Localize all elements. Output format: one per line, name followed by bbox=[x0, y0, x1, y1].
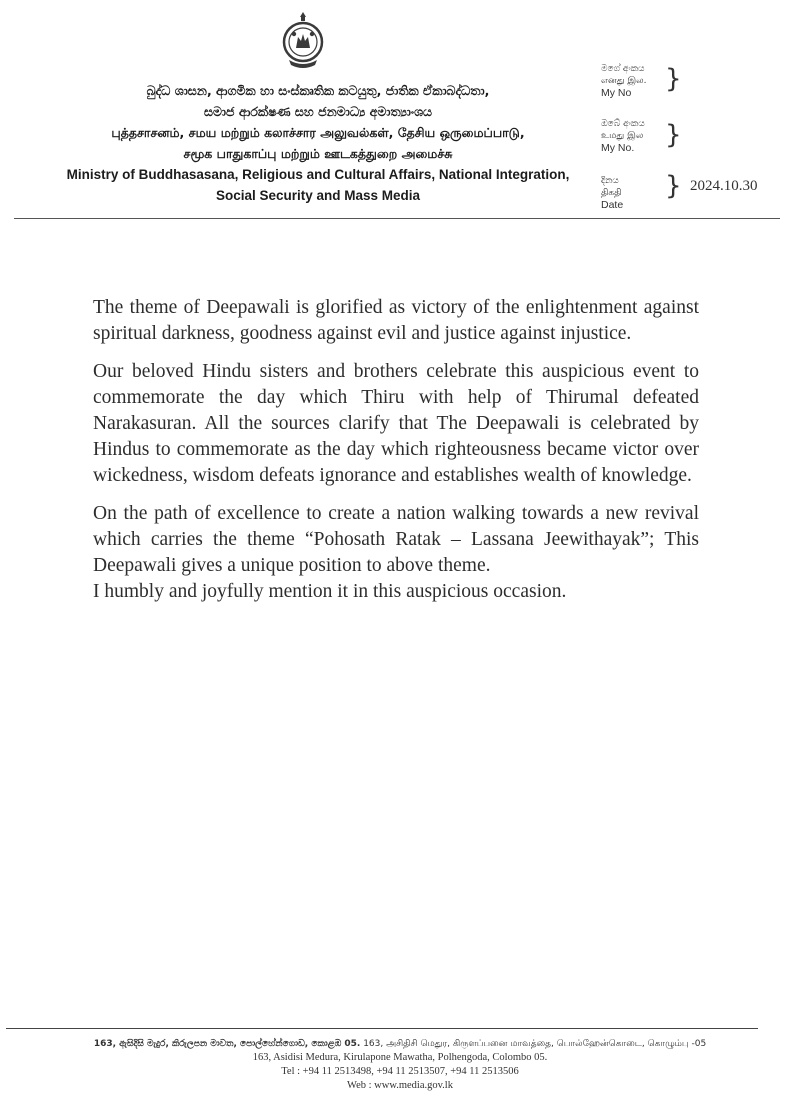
government-emblem-icon bbox=[279, 10, 327, 70]
footer bbox=[0, 1037, 800, 1093]
footer-website: Web : www.media.gov.lk bbox=[347, 1080, 453, 1091]
your-number-label: ඔබේ අංකය உமது இல My No. bbox=[601, 119, 645, 154]
date-label: දිනය திகதி Date bbox=[601, 176, 624, 211]
ministry-name-block bbox=[40, 80, 596, 206]
paragraph-4: I humbly and joyfully mention it in this auspicious occasion. bbox=[93, 581, 567, 602]
footer-telephone: Tel : +94 11 2513498, +94 11 2513507, +94 11 2513506 bbox=[281, 1066, 519, 1077]
footer-divider bbox=[6, 1028, 758, 1029]
ministry-name-sinhala-line1: බුද්ධ ශාසන, ආගමික හා සංස්කෘතික කටයුතු, ජාතික ඒකාබද්ධතා, bbox=[146, 83, 490, 98]
brace-icon: } bbox=[665, 120, 682, 150]
footer-address-tamil: 163, அசிதிசி மெதுர, கிருளப்பனை மாவத்தை, பொல்ஹேன்கொடை, கொழும்பு -05 bbox=[363, 1039, 707, 1049]
paragraph-2: Our beloved Hindu sisters and brothers celebrate this auspicious event to commemorate the day which Thiru with help of Thirumal defeated Narakasuran. All the sources clarify that The Deepawali is celebrated by Hindus to commemorate as the day which righteousness became victor over wickedness, wisdom defeats ignorance and establishes wealth of knowledge. bbox=[93, 361, 699, 486]
header-divider bbox=[14, 218, 780, 219]
date-value: 2024.10.30 bbox=[690, 178, 758, 194]
brace-icon: } bbox=[665, 171, 682, 201]
ministry-name-english-line2: Social Security and Mass Media bbox=[215, 188, 421, 203]
footer-address-english: 163, Asidisi Medura, Kirulapone Mawatha, Polhengoda, Colombo 05. bbox=[252, 1052, 548, 1063]
letter-body bbox=[93, 295, 699, 617]
brace-icon: } bbox=[665, 64, 682, 94]
ministry-name-tamil-line2: சமூக பாதுகாப்பு மற்றும் ஊடகத்துறை அமைச்சு bbox=[183, 146, 453, 161]
ministry-name-english-line1: Ministry of Buddhasasana, Religious and Cultural Affairs, National Integration, bbox=[66, 167, 570, 182]
paragraph-3: On the path of excellence to create a nation walking towards a new revival which carries the theme “Pohosath Ratak – Lassana Jeewithayak”; This Deepawali gives a unique position to above theme. bbox=[93, 503, 699, 576]
ministry-name-tamil-line1: புத்தசாசனம், சமய மற்றும் கலாச்சார அலுவல்கள், தேசிய ஒருமைப்பாடு, bbox=[111, 125, 525, 140]
footer-address-local bbox=[0, 1037, 800, 1051]
my-number-label: මගේ අංකය எனது இல. My No bbox=[601, 64, 647, 99]
paragraph-1: The theme of Deepawali is glorified as victory of the enlightenment against spiritual darkness, goodness against evil and justice against injustice. bbox=[93, 297, 699, 344]
footer-address-sinhala: 163, ඇසිදිසි මැදුර, කිරුලපන මාවත, පොල්හේන්ගොඩ, කොළඹ 05. bbox=[93, 1039, 361, 1049]
ministry-name-sinhala-line2: සමාජ ආරක්ෂණ සහ ජනමාධ්‍ය අමාත්‍යාංශය bbox=[203, 104, 433, 119]
